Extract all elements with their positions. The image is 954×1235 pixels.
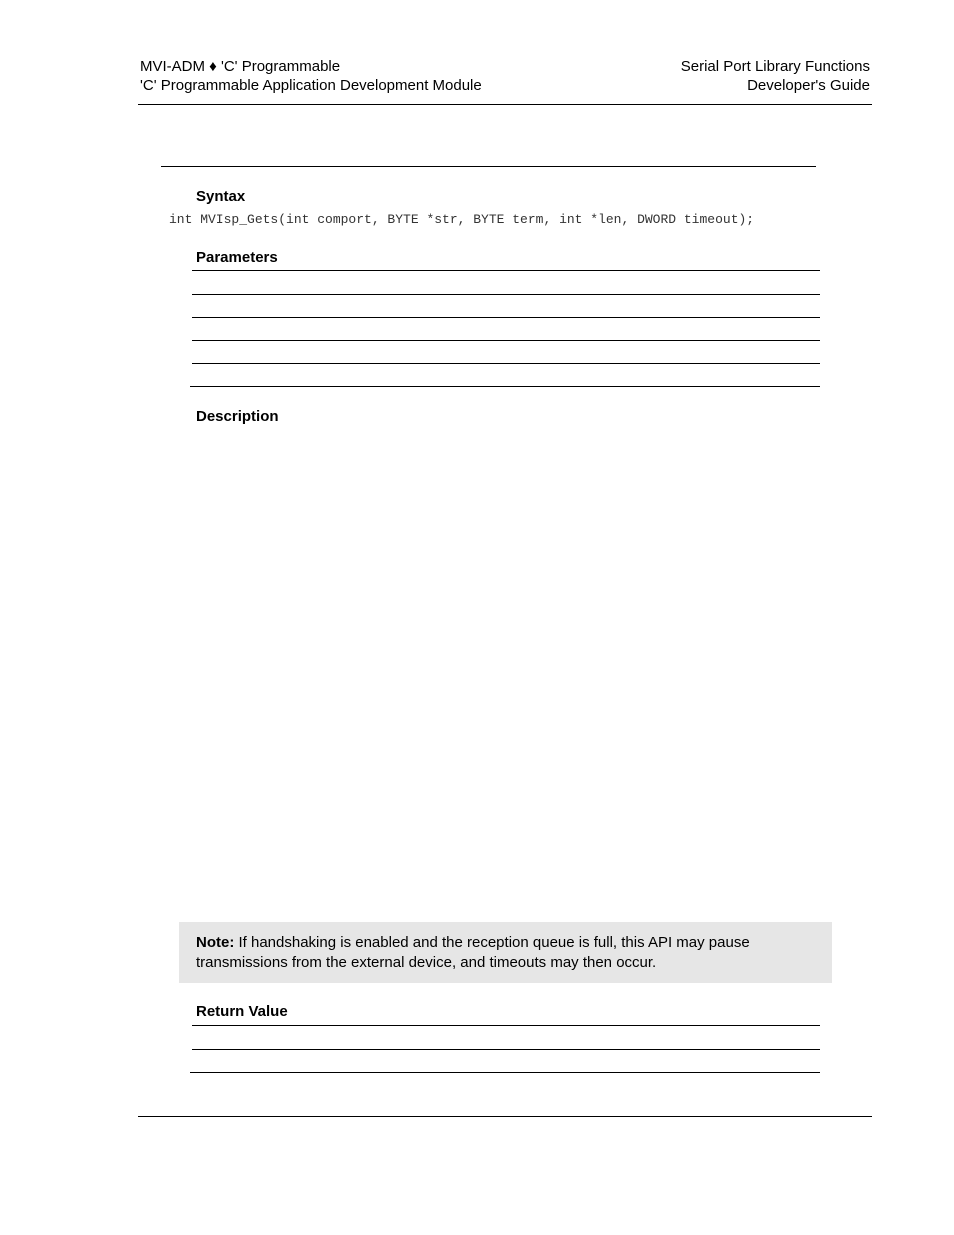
note-box bbox=[179, 922, 832, 983]
header-divider bbox=[138, 104, 872, 105]
parameters-table-row-rule bbox=[192, 340, 820, 341]
parameters-table-row-rule bbox=[192, 363, 820, 364]
page-header-left bbox=[140, 57, 482, 95]
syntax-heading: Syntax bbox=[196, 188, 246, 205]
return-table-bottom-rule bbox=[190, 1072, 820, 1073]
return-table-row-rule bbox=[192, 1049, 820, 1050]
parameters-heading: Parameters bbox=[196, 249, 278, 266]
note-text: If handshaking is enabled and the reception queue is full, this API may pause transmissions from the external device, and timeouts may then occur. bbox=[196, 934, 750, 971]
page-header-right bbox=[681, 57, 870, 95]
return-value-heading: Return Value bbox=[196, 1003, 288, 1020]
parameters-table-header-rule bbox=[192, 270, 820, 271]
function-title-rule bbox=[161, 166, 816, 167]
parameters-table-bottom-rule bbox=[190, 386, 820, 387]
footer-divider bbox=[138, 1116, 872, 1117]
header-product-subtitle: 'C' Programmable Application Development Module bbox=[140, 77, 482, 94]
note-label: Note: bbox=[196, 934, 235, 951]
parameters-table-row-rule bbox=[192, 317, 820, 318]
header-section-title: Serial Port Library Functions bbox=[680, 58, 870, 75]
description-heading: Description bbox=[196, 408, 279, 425]
parameters-table-row-rule bbox=[192, 294, 820, 295]
return-table-header-rule bbox=[192, 1025, 820, 1026]
header-guide-title: Developer's Guide bbox=[747, 77, 870, 94]
header-product-title: MVI-ADM ♦ 'C' Programmable bbox=[140, 58, 341, 75]
syntax-code: int MVIsp_Gets(int comport, BYTE *str, BYTE term, int *len, DWORD timeout); bbox=[169, 212, 755, 227]
